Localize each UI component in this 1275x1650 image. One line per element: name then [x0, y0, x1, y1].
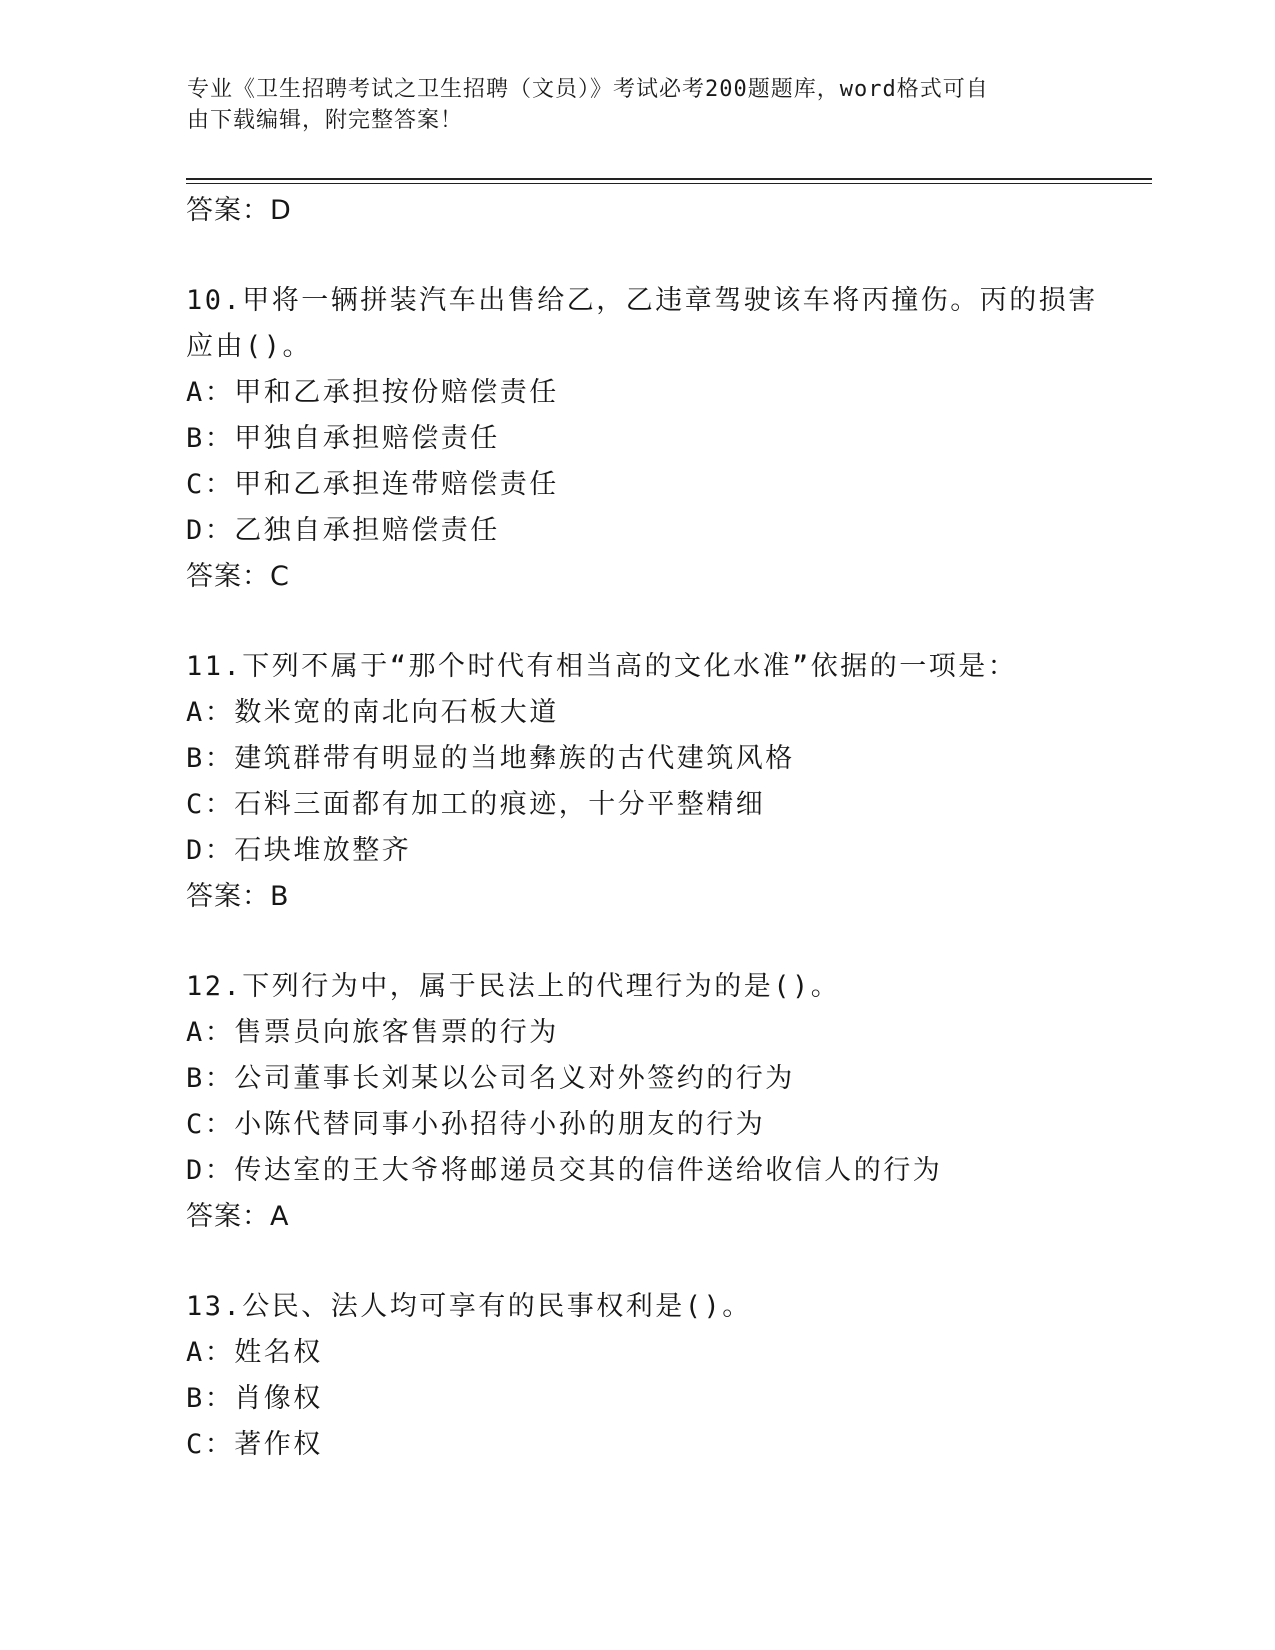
option-b: B：甲独自承担赔偿责任 — [186, 423, 500, 454]
question-12 — [186, 964, 1086, 1240]
answer: 答案：A — [186, 1201, 290, 1232]
question-stem-continued: 应由()。 — [186, 331, 313, 362]
option-a: A：数米宽的南北向石板大道 — [186, 697, 559, 728]
option-c: C：甲和乙承担连带赔偿责任 — [186, 469, 559, 500]
question-stem: 11.下列不属于“那个时代有相当高的文化水准”依据的一项是： — [186, 651, 1018, 682]
answer: 答案：B — [186, 881, 290, 912]
option-b: B：肖像权 — [186, 1383, 323, 1414]
option-a: A：姓名权 — [186, 1337, 323, 1368]
question-stem: 12.下列行为中，属于民法上的代理行为的是()。 — [186, 971, 841, 1002]
option-b: B：建筑群带有明显的当地彝族的古代建筑风格 — [186, 743, 795, 774]
question-13 — [186, 1284, 1086, 1468]
header-divider-thick — [186, 178, 1152, 180]
option-c: C：著作权 — [186, 1429, 323, 1460]
option-a: A：售票员向旅客售票的行为 — [186, 1017, 559, 1048]
option-d: D：石块堆放整齐 — [186, 835, 412, 866]
document-header — [187, 74, 1087, 136]
answer: 答案：C — [186, 561, 290, 592]
question-list — [186, 188, 1098, 1468]
option-b: B：公司董事长刘某以公司名义对外签约的行为 — [186, 1063, 795, 1094]
option-d: D：乙独自承担赔偿责任 — [186, 515, 500, 546]
header-divider-thin — [186, 183, 1152, 184]
option-a: A：甲和乙承担按份赔偿责任 — [186, 377, 559, 408]
header-line-1: 专业《卫生招聘考试之卫生招聘（文员）》考试必考200题题库，word格式可自 — [187, 77, 989, 102]
option-c: C：小陈代替同事小孙招待小孙的朋友的行为 — [186, 1109, 766, 1140]
question-stem: 10.甲将一辆拼装汽车出售给乙，乙违章驾驶该车将丙撞伤。丙的损害 — [186, 285, 1098, 316]
question-10 — [186, 278, 1098, 600]
option-d: D：传达室的王大爷将邮递员交其的信件送给收信人的行为 — [186, 1155, 943, 1186]
option-c: C：石料三面都有加工的痕迹，十分平整精细 — [186, 789, 766, 820]
header-line-2: 由下载编辑，附完整答案！ — [187, 108, 464, 133]
question-stem: 13.公民、法人均可享有的民事权利是()。 — [186, 1291, 752, 1322]
question-11 — [186, 644, 1086, 920]
previous-question-answer: 答案：D — [186, 195, 292, 226]
